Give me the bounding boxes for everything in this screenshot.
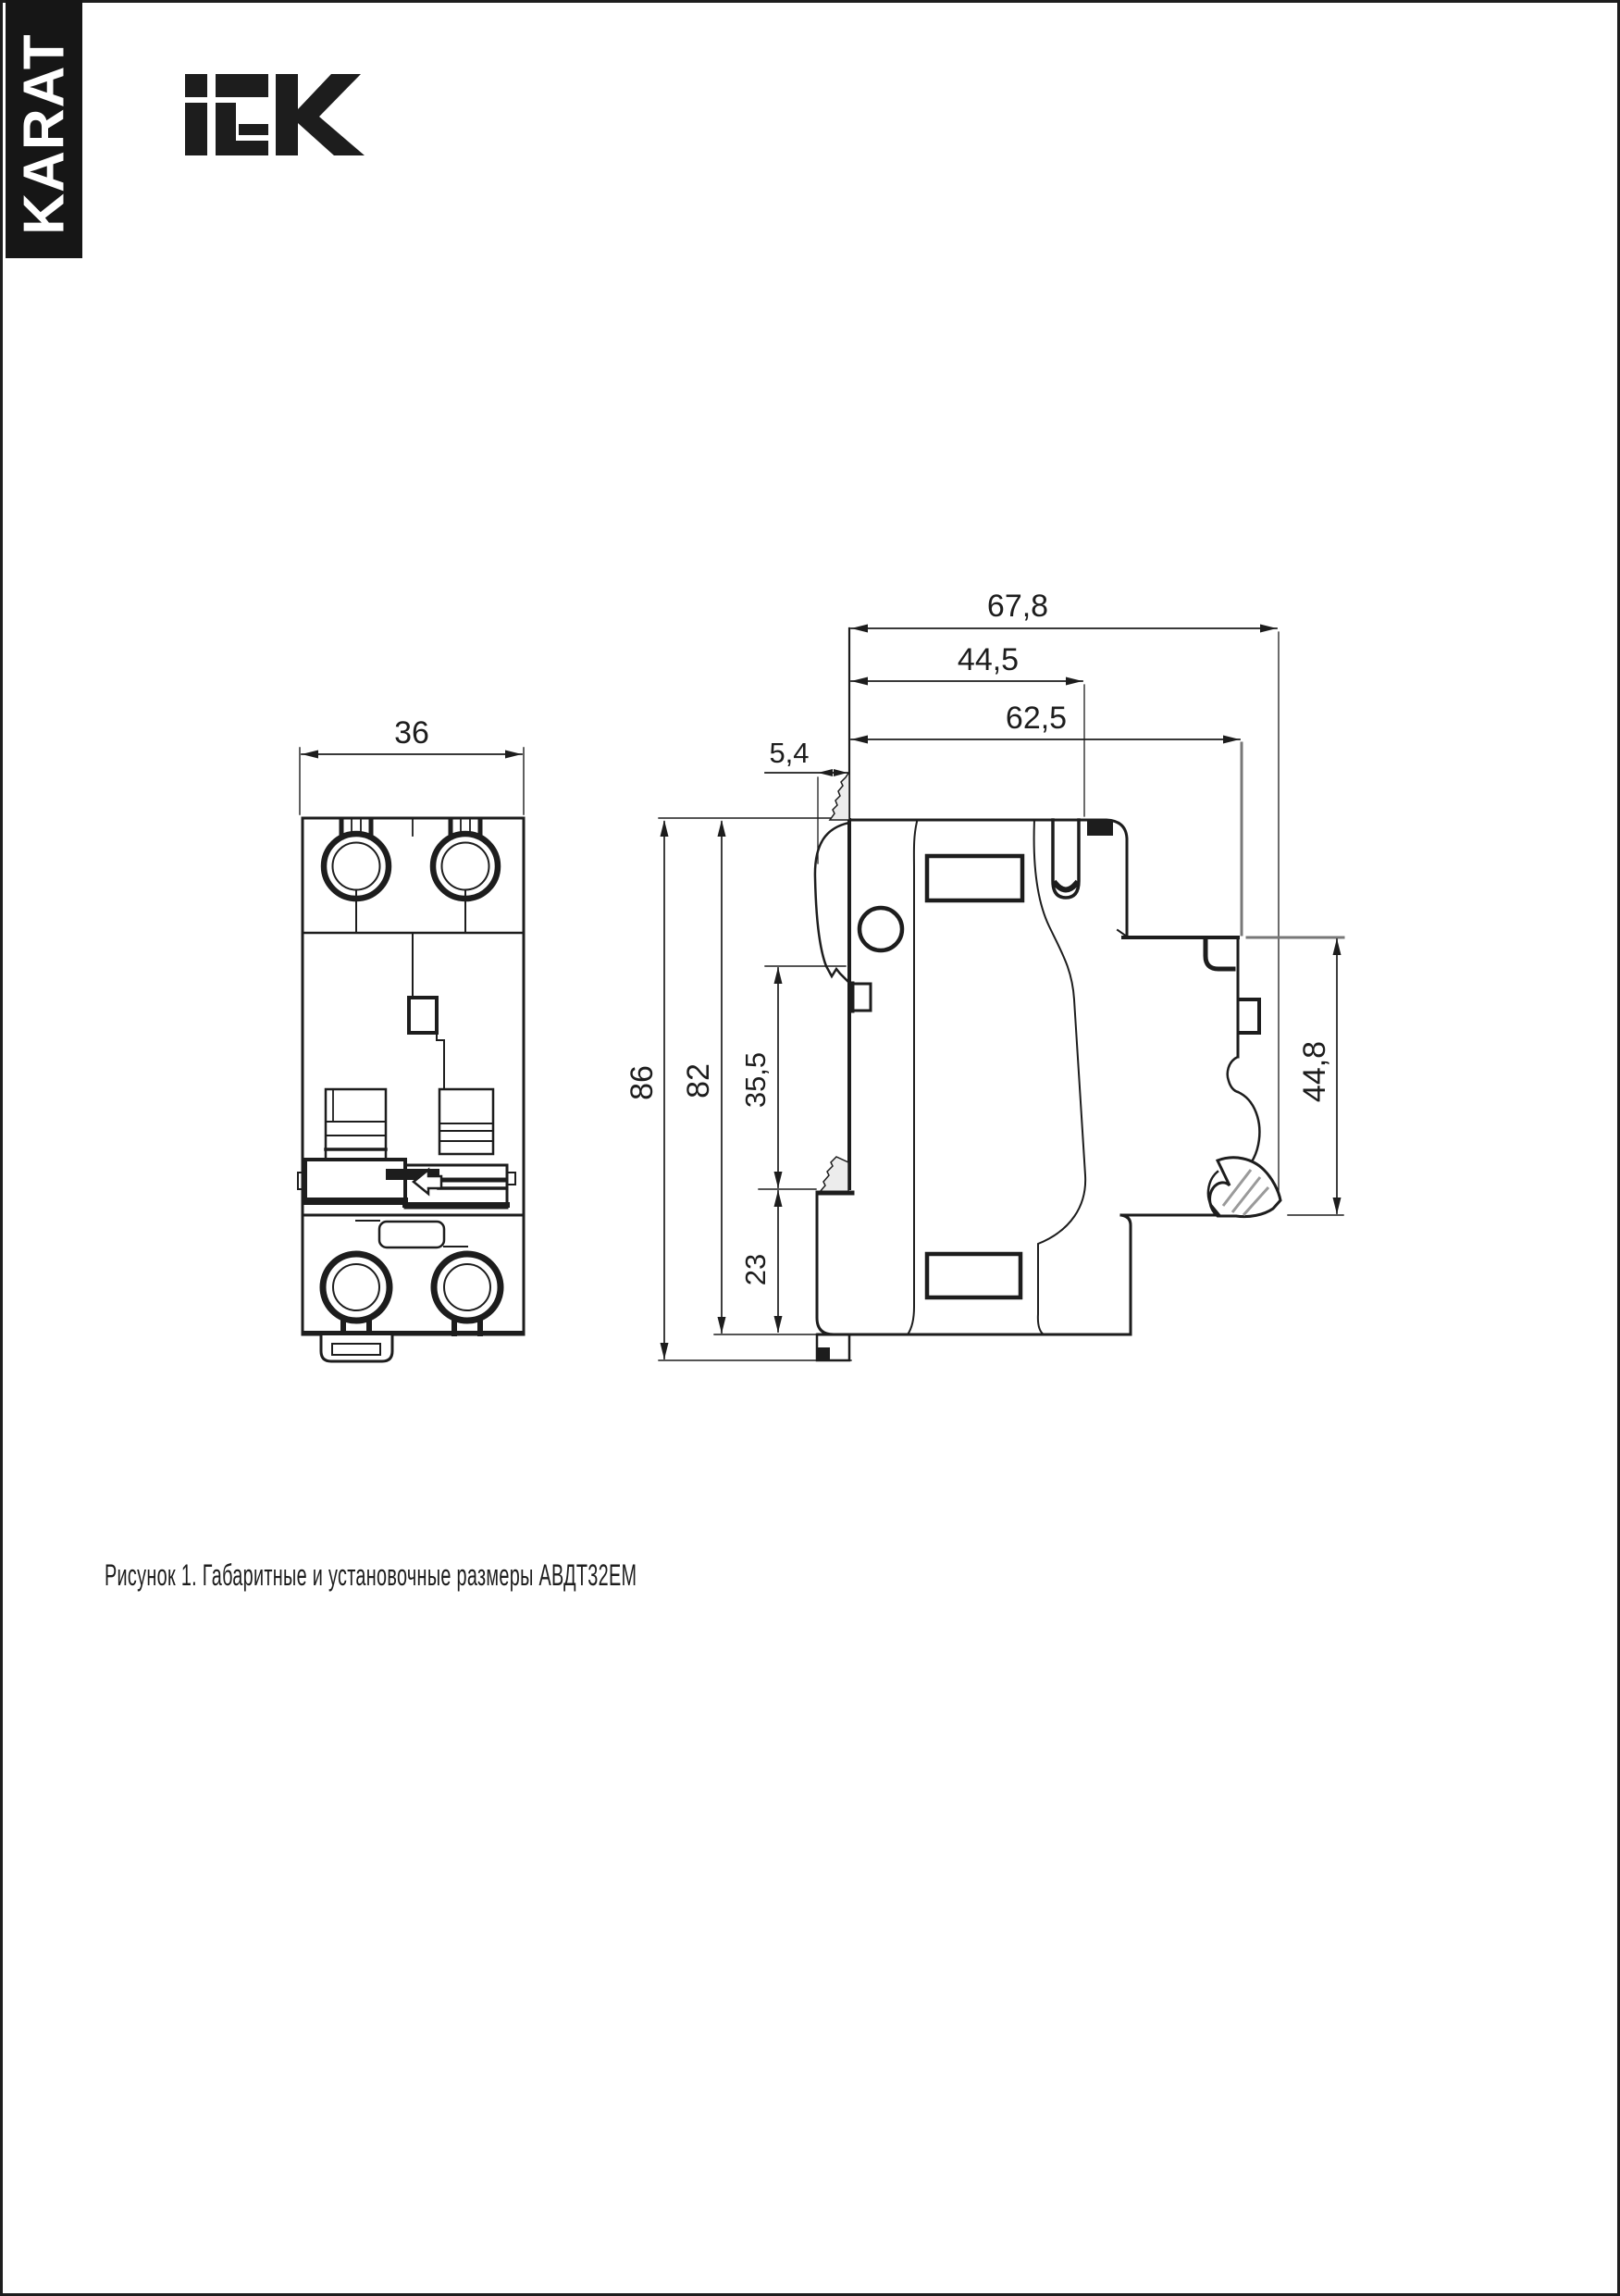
side-spring-clip <box>1208 1158 1280 1217</box>
lower-vent-slot <box>927 1254 1020 1297</box>
figure-caption: Рисунок 1. Габаритные и установочные размеры АВДТ32ЕМ <box>105 1558 637 1592</box>
upper-vent-slot <box>927 856 1022 900</box>
dim-label-overall-depth: 67,8 <box>986 589 1049 624</box>
front-view <box>298 715 524 1361</box>
top-rear-notch <box>1087 820 1113 836</box>
side-body-profile <box>817 820 1131 1334</box>
rail-upper-hook <box>1206 941 1233 969</box>
front-face-controls <box>298 940 524 1215</box>
toggle-lever <box>298 1160 515 1208</box>
dim-label-depth-to-rail: 62,5 <box>1005 701 1068 736</box>
front-bottom-terminals <box>323 1221 501 1334</box>
lever-tip-serration <box>830 772 849 820</box>
front-top-terminals <box>303 820 524 940</box>
side-lever <box>815 772 871 1193</box>
dim-label-upper-section-height: 35,5 <box>739 1051 772 1109</box>
rail-latch-bump <box>1240 999 1259 1033</box>
side-marking-circle <box>859 908 902 950</box>
dim-label-body-height: 82 <box>681 1063 716 1098</box>
dim-label-depth-to-clip: 44,5 <box>957 642 1020 677</box>
side-bottom-tab <box>817 1334 849 1360</box>
dim-label-overall-height: 86 <box>625 1065 660 1100</box>
dim-label-rail-section-height: 44,8 <box>1297 1040 1332 1103</box>
rating-plate <box>379 1222 444 1247</box>
lever-bulge <box>815 823 849 983</box>
dim-depth-62-5 <box>851 701 1242 935</box>
dim-label-front-width: 36 <box>394 715 429 751</box>
dim-label-lower-section-height: 23 <box>739 1253 772 1286</box>
side-view <box>625 589 1343 1360</box>
series-label: KARAT <box>12 33 76 235</box>
dim-upper-section-height <box>739 966 846 1189</box>
test-button <box>409 998 437 1033</box>
side-rail-mount <box>817 930 1280 1360</box>
front-step-serration <box>820 1157 848 1192</box>
dim-lower-section-height <box>739 1190 783 1333</box>
dim-label-lever-protrusion: 5,4 <box>769 737 810 769</box>
front-din-clip-tab <box>321 1335 392 1361</box>
dim-front-width <box>300 715 524 814</box>
